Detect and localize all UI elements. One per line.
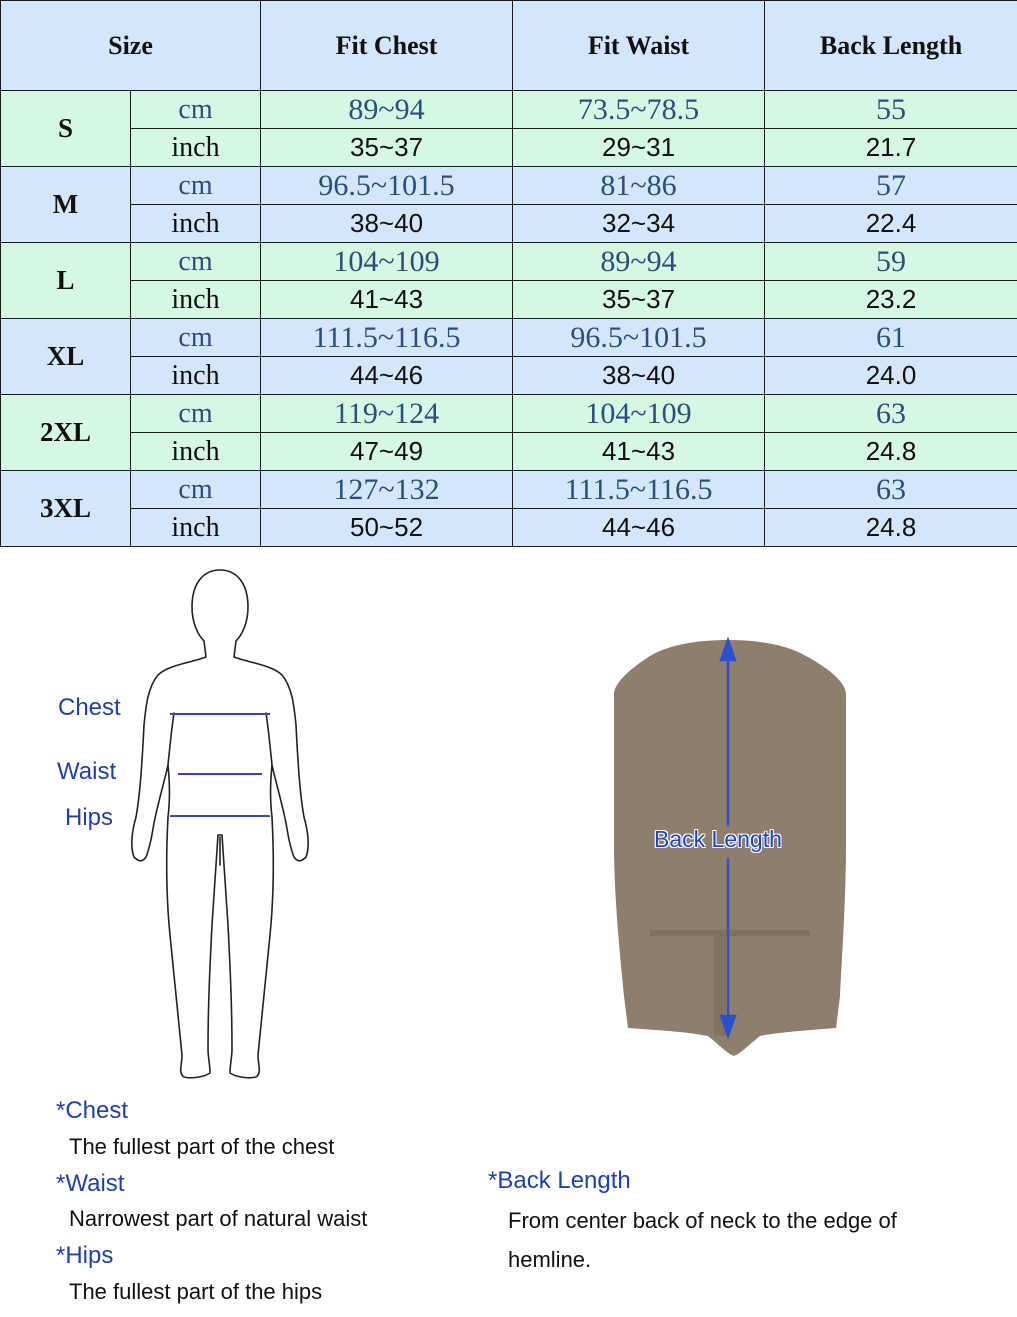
- unit-cm-cell: cm: [131, 471, 261, 509]
- waist-cm-cell: 89~94: [513, 243, 765, 281]
- size-cell: M: [1, 167, 131, 243]
- unit-inch-cell: inch: [131, 281, 261, 319]
- table-row-inch: [1, 205, 1017, 243]
- note-hips-desc: The fullest part of the hips: [69, 1279, 323, 1304]
- unit-inch-cell: inch: [131, 357, 261, 395]
- unit-cm-cell: cm: [131, 395, 261, 433]
- back-length-label: Back Length: [654, 826, 782, 852]
- unit-cm-cell: cm: [131, 167, 261, 205]
- waist-inch-cell: 38~40: [513, 357, 765, 395]
- size-cell: L: [1, 243, 131, 319]
- back-cm-cell: 57: [765, 167, 1017, 205]
- chest-inch-cell: 35~37: [261, 129, 513, 167]
- waist-cm-cell: 111.5~116.5: [513, 471, 765, 509]
- note-hips-title: *Hips: [56, 1242, 114, 1269]
- unit-inch-cell: inch: [131, 433, 261, 471]
- body-outline-icon: [130, 565, 330, 1085]
- back-cm-cell: 63: [765, 395, 1017, 433]
- unit-cm-cell: cm: [131, 319, 261, 357]
- unit-inch-cell: inch: [131, 205, 261, 243]
- size-cell: XL: [1, 319, 131, 395]
- chest-label: Chest: [58, 694, 121, 721]
- table-row-inch: [1, 281, 1017, 319]
- waist-cm-cell: 81~86: [513, 167, 765, 205]
- size-cell: S: [1, 91, 131, 167]
- note-waist-desc: Narrowest part of natural waist: [69, 1206, 368, 1231]
- waist-inch-cell: 44~46: [513, 509, 765, 547]
- waist-inch-cell: 41~43: [513, 433, 765, 471]
- header-fit-waist: Fit Waist: [513, 1, 765, 91]
- unit-cm-cell: cm: [131, 243, 261, 281]
- note-chest-desc: The fullest part of the chest: [69, 1134, 335, 1159]
- chest-inch-cell: 44~46: [261, 357, 513, 395]
- waist-cm-cell: 104~109: [513, 395, 765, 433]
- chest-inch-cell: 41~43: [261, 281, 513, 319]
- table-row-inch: [1, 357, 1017, 395]
- waist-inch-cell: 35~37: [513, 281, 765, 319]
- table-row-cm: [1, 91, 1017, 129]
- back-cm-cell: 59: [765, 243, 1017, 281]
- note-chest-title: *Chest: [56, 1097, 129, 1124]
- table-row-cm: [1, 167, 1017, 205]
- unit-cm-cell: cm: [131, 91, 261, 129]
- note-back-desc-line1: From center back of neck to the edge of: [508, 1208, 897, 1233]
- back-inch-cell: 21.7: [765, 129, 1017, 167]
- header-size: Size: [1, 1, 261, 91]
- waist-inch-cell: 32~34: [513, 205, 765, 243]
- back-cm-cell: 63: [765, 471, 1017, 509]
- chest-cm-cell: 89~94: [261, 91, 513, 129]
- note-back-title: *Back Length: [488, 1167, 631, 1194]
- table-row-inch: [1, 433, 1017, 471]
- size-cell: 3XL: [1, 471, 131, 547]
- chest-inch-cell: 38~40: [261, 205, 513, 243]
- chest-inch-cell: 47~49: [261, 433, 513, 471]
- back-inch-cell: 24.8: [765, 433, 1017, 471]
- back-inch-cell: 24.0: [765, 357, 1017, 395]
- waist-cm-cell: 96.5~101.5: [513, 319, 765, 357]
- table-row-inch: [1, 509, 1017, 547]
- back-cm-cell: 55: [765, 91, 1017, 129]
- waist-inch-cell: 29~31: [513, 129, 765, 167]
- table-row-cm: [1, 471, 1017, 509]
- header-row: [1, 1, 1017, 91]
- chest-cm-cell: 96.5~101.5: [261, 167, 513, 205]
- note-back-desc-line2: hemline.: [508, 1247, 592, 1272]
- header-back-length: Back Length: [765, 1, 1017, 91]
- size-cell: 2XL: [1, 395, 131, 471]
- unit-inch-cell: inch: [131, 509, 261, 547]
- chest-cm-cell: 119~124: [261, 395, 513, 433]
- back-cm-cell: 61: [765, 319, 1017, 357]
- note-waist-title: *Waist: [56, 1170, 125, 1197]
- back-inch-cell: 24.8: [765, 509, 1017, 547]
- table-row-cm: [1, 243, 1017, 281]
- unit-inch-cell: inch: [131, 129, 261, 167]
- chest-cm-cell: 127~132: [261, 471, 513, 509]
- hips-label: Hips: [65, 804, 114, 831]
- table-row-inch: [1, 129, 1017, 167]
- chest-inch-cell: 50~52: [261, 509, 513, 547]
- back-inch-cell: 23.2: [765, 281, 1017, 319]
- size-chart-table: [0, 0, 1017, 547]
- chest-cm-cell: 111.5~116.5: [261, 319, 513, 357]
- waist-cm-cell: 73.5~78.5: [513, 91, 765, 129]
- table-row-cm: [1, 395, 1017, 433]
- back-inch-cell: 22.4: [765, 205, 1017, 243]
- waist-label: Waist: [57, 758, 117, 785]
- chest-cm-cell: 104~109: [261, 243, 513, 281]
- table-row-cm: [1, 319, 1017, 357]
- header-fit-chest: Fit Chest: [261, 1, 513, 91]
